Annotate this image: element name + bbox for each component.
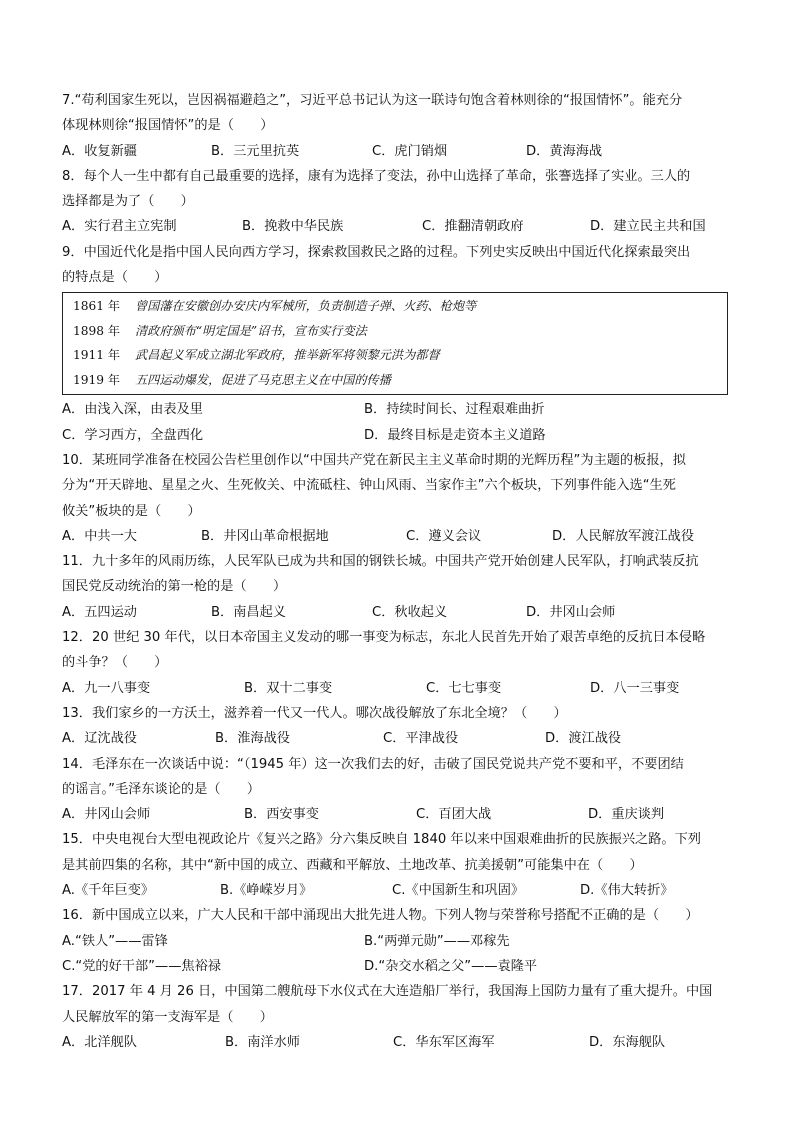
- option-c[interactable]: C．推翻清朝政府: [422, 219, 524, 235]
- options-row: [62, 423, 742, 448]
- question-13: [62, 701, 742, 752]
- question-text: 国民党反动统治的第一枪的是（ ）: [62, 579, 287, 595]
- option-a[interactable]: A．九一八事变: [62, 680, 151, 696]
- question-8: [62, 164, 742, 240]
- table-event: 武昌起义军成立湖北军政府，推举新军将领黎元洪为都督: [135, 348, 440, 363]
- option-c[interactable]: C．七七事变: [426, 680, 502, 696]
- table-year: 1861 年: [73, 299, 121, 314]
- option-b[interactable]: B.“两弹元勋”——邓稼先: [364, 933, 510, 949]
- question-11: [62, 549, 742, 625]
- option-c[interactable]: C．虎门销烟: [372, 143, 448, 159]
- options-row: [62, 139, 742, 164]
- table-event: 曾国藩在安徽创办安庆内军械所，负责制造子弹、火药、枪炮等: [135, 299, 477, 314]
- option-d[interactable]: D．东海舰队: [589, 1034, 666, 1050]
- table-year: 1898 年: [73, 323, 121, 338]
- question-text: 的斗争？（ ）: [62, 655, 168, 671]
- option-b[interactable]: B．南洋水师: [225, 1034, 300, 1050]
- question-text: 14．毛泽东在一次谈话中说：“（1945 年）这一次我们去的好，击破了国民党说共产党不要和平，不要团结: [62, 756, 684, 772]
- table-row: [73, 319, 727, 344]
- question-7: [62, 88, 742, 164]
- option-a[interactable]: A．辽沈战役: [62, 731, 137, 747]
- history-events-table: [62, 292, 728, 395]
- options-row: [62, 929, 742, 954]
- option-a[interactable]: A.“铁人”——雷锋: [62, 933, 168, 949]
- options-row: [62, 524, 742, 549]
- question-10: [62, 448, 742, 549]
- option-d[interactable]: D．最终目标是走资本主义道路: [364, 427, 546, 443]
- option-c[interactable]: C．华东军区海军: [393, 1034, 495, 1050]
- option-c[interactable]: C．遵义会议: [406, 528, 482, 544]
- table-row: [73, 368, 727, 393]
- option-a[interactable]: A．实行君主立宪制: [62, 219, 177, 235]
- question-text: 选择都是为了（ ）: [62, 194, 194, 210]
- question-text: 9．中国近代化是指中国人民向西方学习，探索救国救民之路的过程。下列史实反映出中国近代化探索最突出: [62, 244, 691, 260]
- option-c[interactable]: C.《中国新生和巩固》: [392, 883, 525, 899]
- question-text: 17．2017 年 4 月 26 日，中国第二艘航母下水仪式在大连造船厂举行，我国海上国防力量有了重大提升。中国: [62, 984, 713, 1000]
- option-d[interactable]: D．建立民主共和国: [590, 219, 706, 235]
- question-text: 11．九十多年的风雨历练，人民军队已成为共和国的钢铁长城。中国共产党开始创建人民军队，打响武装反抗: [62, 554, 699, 570]
- question-17: [62, 979, 742, 1055]
- option-a[interactable]: A．中共一大: [62, 528, 137, 544]
- question-text: 13．我们家乡的一方沃土，滋养着一代又一代人。哪次战役解放了东北全境？（ ）: [62, 705, 567, 721]
- option-b[interactable]: B．西安事变: [244, 807, 319, 823]
- question-text: 12．20 世纪 30 年代，以日本帝国主义发动的哪一事变为标志，东北人民首先开始了艰苦卓绝的反抗日本侵略: [62, 630, 706, 646]
- question-text: 攸关”板块的是（ ）: [62, 503, 201, 519]
- table-event: 五四运动爆发，促进了马克思主义在中国的传播: [135, 372, 391, 387]
- option-d[interactable]: D．黄海海战: [526, 143, 603, 159]
- table-event: 清政府颁布“明定国是”诏书，宣布实行变法: [135, 323, 367, 338]
- question-text: 人民解放军的第一支海军是（ ）: [62, 1009, 273, 1025]
- question-16: [62, 903, 742, 979]
- option-d[interactable]: D.《伟大转折》: [580, 883, 674, 899]
- question-15: [62, 827, 742, 903]
- question-text: 分为“开天辟地、星星之火、生死攸关、中流砥柱、钟山风雨、当家作主”六个板块，下列事件能入选“生死: [62, 478, 676, 494]
- options-row: [62, 878, 742, 903]
- option-a[interactable]: A．收复新疆: [62, 143, 137, 159]
- option-c[interactable]: C．平津战役: [383, 731, 459, 747]
- option-c[interactable]: C．百团大战: [416, 807, 492, 823]
- option-a[interactable]: A．由浅入深，由表及里: [62, 402, 203, 418]
- question-text: 7.“苟利国家生死以，岂因祸福避趋之”，习近平总书记认为这一联诗句饱含着林则徐的“报国情怀”。能充分: [62, 93, 683, 108]
- options-row: [62, 802, 742, 827]
- table-year: 1919 年: [73, 372, 121, 387]
- options-row: [62, 214, 742, 239]
- option-d[interactable]: D．渡江战役: [545, 731, 622, 747]
- question-text: 16．新中国成立以来，广大人民和干部中涌现出大批先进人物。下列人物与荣誉称号搭配不正确的是（ ）: [62, 908, 699, 924]
- option-b[interactable]: B.《峥嵘岁月》: [220, 883, 313, 899]
- table-row: [73, 294, 727, 319]
- option-a[interactable]: A．五四运动: [62, 604, 137, 620]
- option-b[interactable]: B．井冈山革命根据地: [201, 528, 329, 544]
- option-c[interactable]: C．学习西方，全盘西化: [62, 427, 204, 443]
- options-row: [62, 954, 742, 979]
- option-d[interactable]: D．井冈山会师: [526, 604, 616, 620]
- option-a[interactable]: A．井冈山会师: [62, 807, 151, 823]
- options-row: [62, 600, 742, 625]
- options-row: [62, 1030, 742, 1055]
- option-d[interactable]: D．重庆谈判: [588, 807, 665, 823]
- question-text: 10．某班同学准备在校园公告栏里创作以“中国共产党在新民主主义革命时期的光辉历程”为主题的板报，拟: [62, 452, 686, 468]
- option-d[interactable]: D．八一三事变: [590, 680, 680, 696]
- option-b[interactable]: B．持续时间长、过程艰难曲折: [364, 402, 545, 418]
- table-row: [73, 343, 727, 368]
- option-c[interactable]: C.“党的好干部”——焦裕禄: [62, 958, 221, 974]
- question-14: [62, 752, 742, 828]
- question-text: 的谣言。”毛泽东谈论的是（ ）: [62, 781, 261, 797]
- option-b[interactable]: B．三元里抗英: [211, 143, 300, 159]
- option-a[interactable]: A.《千年巨变》: [62, 883, 155, 899]
- question-text: 15．中央电视台大型电视政论片《复兴之路》分六集反映自 1840 年以来中国艰难曲折的民族振兴之路。下列: [62, 832, 701, 848]
- options-row: [62, 676, 742, 701]
- question-text: 8．每个人一生中都有自己最重要的选择，康有为选择了变法，孙中山选择了革命，张謇选择了实业。三人的: [62, 168, 691, 184]
- option-b[interactable]: B．南昌起义: [211, 604, 286, 620]
- option-c[interactable]: C．秋收起义: [372, 604, 448, 620]
- option-b[interactable]: B．挽救中华民族: [242, 219, 344, 235]
- option-a[interactable]: A．北洋舰队: [62, 1034, 137, 1050]
- options-row: [62, 726, 742, 751]
- options-row: [62, 397, 742, 422]
- option-b[interactable]: B．淮海战役: [215, 731, 290, 747]
- option-d[interactable]: D.“杂交水稻之父”——袁隆平: [364, 958, 538, 974]
- option-d[interactable]: D．人民解放军渡江战役: [552, 528, 695, 544]
- option-b[interactable]: B．双十二事变: [244, 680, 333, 696]
- question-text: 的特点是（ ）: [62, 270, 168, 286]
- question-9: [62, 240, 742, 448]
- question-text: 体现林则徐“报国情怀”的是（ ）: [62, 118, 274, 134]
- question-text: 是其前四集的名称，其中“新中国的成立、西藏和平解放、土地改革、抗美援朝”可能集中在（ ）: [62, 857, 643, 873]
- table-year: 1911 年: [73, 348, 121, 363]
- question-list: [62, 88, 742, 1055]
- question-12: [62, 625, 742, 701]
